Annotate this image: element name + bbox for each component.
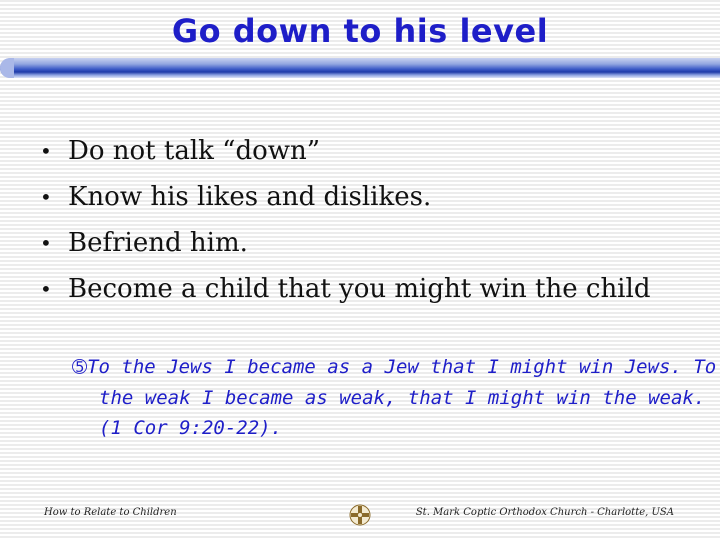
- bullet-text: Know his likes and dislikes.: [68, 182, 432, 212]
- title-divider-cap: [0, 58, 14, 78]
- bullet-text: Become a child that you might win the child: [68, 274, 651, 304]
- slide-title: Go down to his level: [171, 12, 549, 50]
- bullet-list: [40, 132, 680, 316]
- bullet-item: [40, 132, 680, 170]
- numbered-marker-icon: ➄: [72, 357, 88, 378]
- bullet-item: [40, 270, 680, 308]
- footer-church-name: St. Mark Coptic Orthodox Church - Charlotte, USA: [415, 507, 674, 518]
- bullet-text: Befriend him.: [68, 228, 248, 258]
- title-divider: [0, 58, 720, 78]
- footer-presentation-title: How to Relate to Children: [44, 507, 177, 518]
- scripture-quote: [72, 352, 719, 443]
- bullet-dot-icon: •: [40, 185, 52, 209]
- bullet-dot-icon: •: [40, 139, 52, 163]
- coptic-cross-icon: [348, 503, 372, 527]
- bullet-item: [40, 224, 680, 262]
- bullet-dot-icon: •: [40, 277, 52, 301]
- bullet-text: Do not talk “down”: [68, 136, 321, 166]
- bullet-item: [40, 178, 680, 216]
- bullet-dot-icon: •: [40, 231, 52, 255]
- quote-text: To the Jews I became as a Jew that I might win Jews. To the weak I became as weak, that I might win the weak. (1 Cor 9:20-22).: [87, 356, 717, 439]
